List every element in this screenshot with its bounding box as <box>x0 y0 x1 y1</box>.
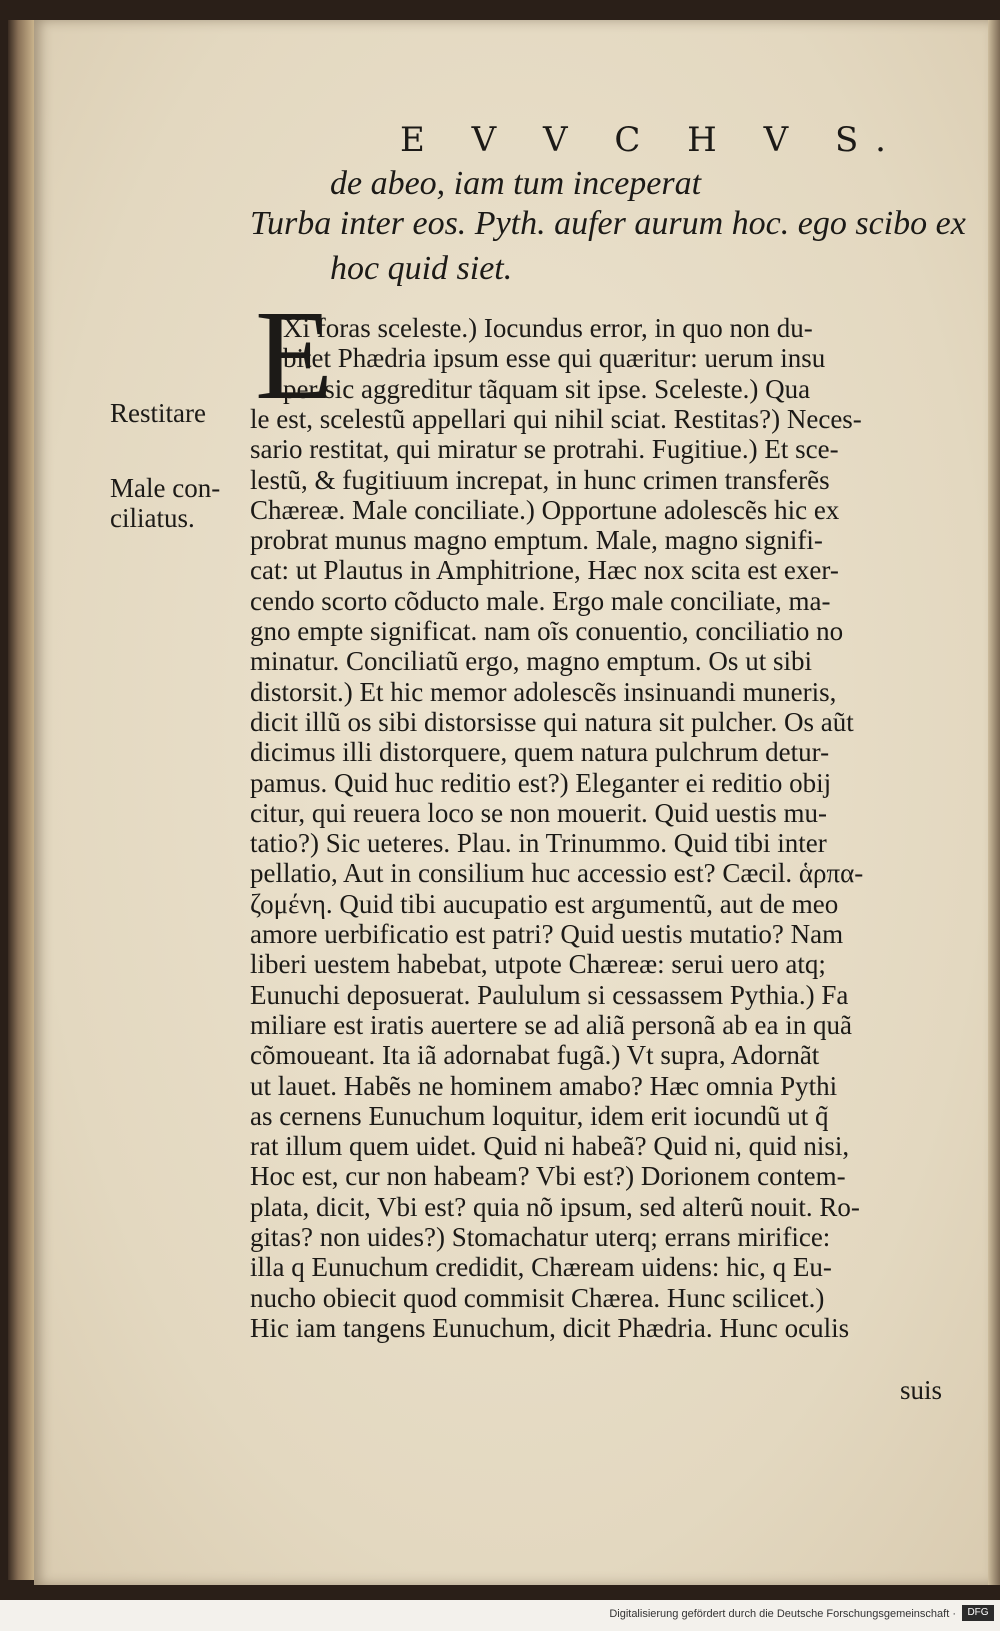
dfg-logo: DFG <box>962 1605 994 1621</box>
margin-note-ciliatus: ciliatus. <box>110 503 195 533</box>
commentary-line: cendo scorto cõducto male. Ergo male conciliate, ma- <box>250 585 831 616</box>
commentary-line: per sic aggreditur tãquam sit ipse. Sceleste.) Qua <box>283 373 811 404</box>
commentary-line: plata, dicit, Vbi est? quia nõ ipsum, sed alterũ nouit. Ro- <box>250 1191 860 1222</box>
commentary-line: dicit illũ os sibi distorsisse qui natura sit pulcher. Os aũt <box>250 706 854 737</box>
catchword: suis <box>900 1375 943 1405</box>
commentary-line: liberi uestem habebat, utpote Chæreæ: serui uero atq; <box>250 949 826 980</box>
commentary-line: tatio?) Sic ueteres. Plau. in Trinummo. Quid tibi inter <box>250 828 827 859</box>
commentary-line: ut lauet. Habẽs ne hominem amabo? Hæc omnia Pythi <box>250 1070 838 1101</box>
book-spine-edge <box>8 20 34 1580</box>
commentary-line: dicimus illi distorquere, quem natura pulchrum detur- <box>250 737 830 768</box>
commentary-line: pamus. Quid huc reditio est?) Eleganter ei reditio obij <box>250 767 832 798</box>
commentary-line: Hoc est, cur non habeam? Vbi est?) Dorionem contem- <box>250 1161 846 1192</box>
verse-line-1: de abeo, iam tum inceperat <box>330 165 702 202</box>
commentary-line: as cernens Eunuchum loquitur, idem erit iocundũ ut q̃ <box>250 1100 829 1131</box>
commentary-line: cat: ut Plautus in Amphitrione, Hæc nox scita est exer- <box>250 555 839 586</box>
verse-line-3: hoc quid siet. <box>330 250 513 287</box>
commentary-line: Xi foras sceleste.) Iocundus error, in quo non du- <box>283 313 813 343</box>
commentary-line: pellatio, Aut in consilium huc accessio est? Cæcil. ἁρπα- <box>250 858 864 889</box>
drop-capital: E <box>255 284 334 426</box>
commentary-line: lestũ, & fugitiuum increpat, in hunc crimen transferẽs <box>250 464 830 495</box>
commentary-line: miliare est iratis auertere se ad aliã personã ab ea in quã <box>250 1009 852 1040</box>
commentary-line: Hic iam tangens Eunuchum, dicit Phædria. Hunc oculis <box>250 1312 850 1343</box>
funding-credit: Digitalisierung gefördert durch die Deutsche Forschungsgemeinschaft · <box>609 1608 956 1620</box>
commentary-line: le est, scelestũ appellari qui nihil sciat. Restitas?) Neces- <box>250 403 862 434</box>
commentary-line: citur, qui reuera loco se non mouerit. Quid uestis mu- <box>250 797 828 828</box>
commentary-line: gno empte significat. nam oĩs conuentio, conciliatio no <box>250 616 844 646</box>
commentary-line: cõmoueant. Ita iã adornabat fugã.) Vt supra, Adornãt <box>250 1040 820 1071</box>
commentary-line: Eunuchi deposuerat. Paululum si cessassem Pythia.) Fa <box>250 979 849 1010</box>
commentary-line: illa q Eunuchum credidit, Chæream uidens: hic, q Eu- <box>250 1252 832 1283</box>
commentary-line: rat illum quem uidet. Quid ni habeã? Quid ni, quid nisi, <box>250 1131 850 1162</box>
digitization-footer <box>0 1600 1000 1631</box>
commentary-line: minatur. Conciliatũ ergo, magno emptum. Os ut sibi <box>250 646 812 677</box>
commentary-line: ζομένη. Quid tibi aucupatio est argumentũ, aut de meo <box>250 888 839 919</box>
page-fore-edge <box>988 20 1000 1585</box>
commentary-line: Chæreæ. Male conciliate.) Opportune adolescẽs hic ex <box>250 494 840 525</box>
commentary-line: amore uerbificatio est patri? Quid uestis mutatio? Nam <box>250 919 844 949</box>
commentary-line: probrat munus magno emptum. Male, magno signifi- <box>250 525 823 556</box>
commentary-line: distorsit.) Et hic memor adolescẽs insinuandi muneris, <box>250 676 837 707</box>
margin-note-male-con: Male con- <box>110 473 221 503</box>
running-head: E V V C H V S. <box>400 120 904 160</box>
verse-line-2: Turba inter eos. Pyth. aufer aurum hoc. ego scibo ex <box>250 205 966 242</box>
margin-note-restitare: Restitare <box>110 398 206 428</box>
commentary-line: sario restitat, qui miratur se protrahi. Fugitiue.) Et sce- <box>250 434 839 465</box>
commentary-line: nucho obiecit quod commisit Chærea. Hunc scilicet.) <box>250 1282 825 1313</box>
commentary-line: bitet Phædria ipsum esse qui quæritur: uerum insu <box>283 343 826 374</box>
commentary-line: gitas? non uides?) Stomachatur uterq; errans mirifice: <box>250 1222 831 1252</box>
